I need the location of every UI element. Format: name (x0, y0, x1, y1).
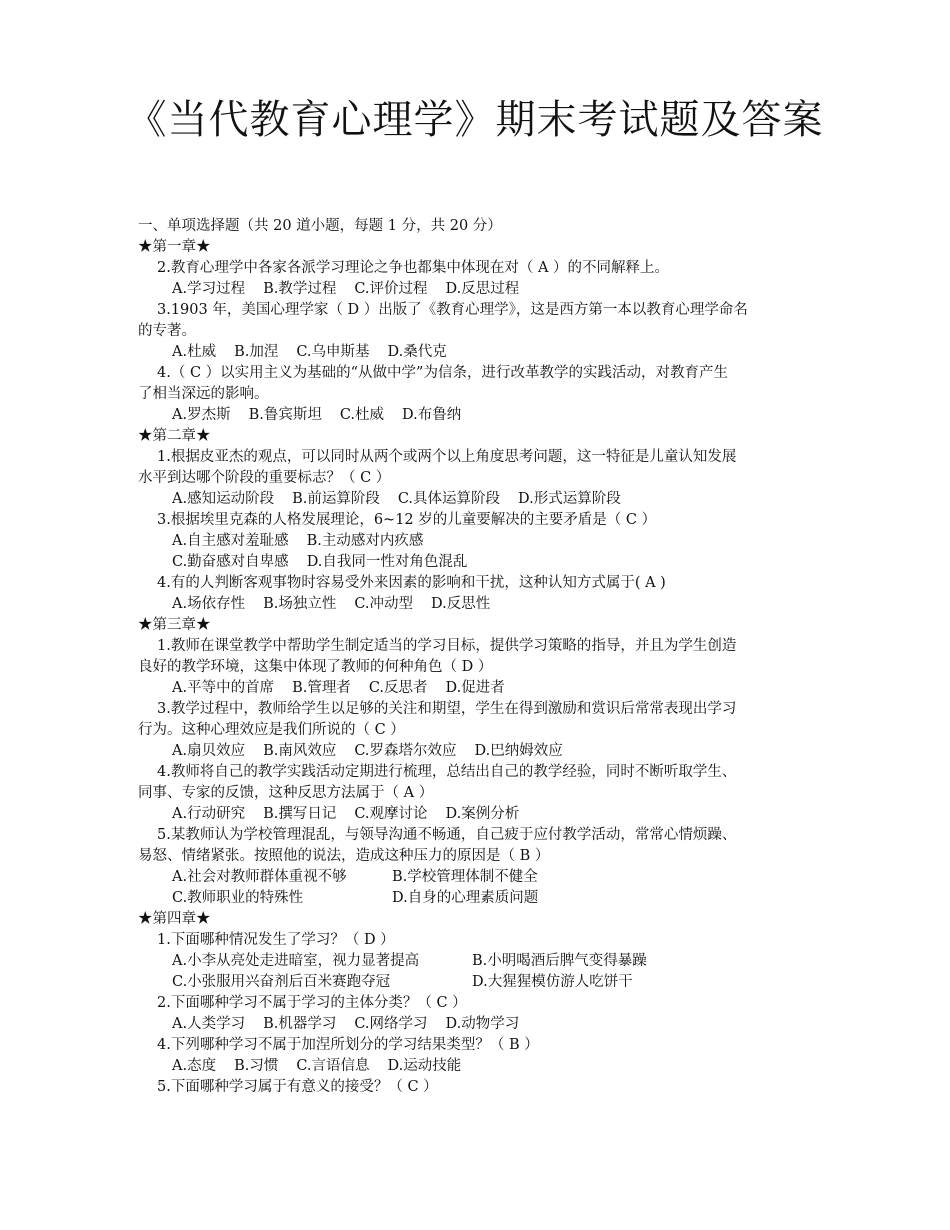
option: D.布鲁纳 (402, 407, 462, 423)
option: C.勤奋感对自卑感 (172, 554, 289, 570)
option: B.撰写日记 (263, 806, 337, 822)
option: A.罗杰斯 (172, 407, 231, 423)
question-text-cont: 行为。这种心理效应是我们所说的（ C ） (138, 722, 405, 738)
option: C.反思者 (368, 680, 428, 696)
question-text-cont: 易怒、情绪紧张。按照他的说法，造成这种压力的原因是（ B ） (138, 848, 550, 864)
options-row (172, 531, 441, 552)
option: D.促进者 (445, 680, 505, 696)
options-row (172, 1056, 479, 1077)
option: C.言语信息 (296, 1058, 370, 1074)
option: B.场独立性 (263, 596, 337, 612)
question-text: 5.某教师认为学校管理混乱，与领导沟通不畅通，自己疲于应付教学活动，常常心情烦躁、 (157, 827, 737, 843)
chapter-heading: ★第二章★ (138, 428, 211, 444)
question-text: 2.教育心理学中各家各派学习理论之争也都集中体现在对（ A ）的不同解释上。 (157, 260, 670, 276)
question-text: 4.教师将自己的教学实践活动定期进行梳理，总结出自己的教学经验，同时不断听取学生、 (157, 764, 737, 780)
options-row (172, 405, 479, 426)
question-text-cont: 良好的教学环境，这集中体现了教师的何种角色（ D ） (138, 659, 493, 675)
option: A.杜威 (172, 344, 217, 360)
options-row (172, 804, 537, 825)
option: B.学校管理体制不健全 (392, 869, 538, 885)
option: C.冲动型 (354, 596, 414, 612)
option: A.平等中的首席 (172, 680, 275, 696)
options-row (172, 678, 523, 699)
options-row (172, 489, 639, 510)
chapter-heading: ★第四章★ (138, 911, 211, 927)
question-text: 1.下面哪种情况发生了学习？（ D ） (157, 932, 395, 948)
option: A.社会对教师群体重视不够 (172, 869, 347, 885)
option: A.感知运动阶段 (172, 491, 275, 507)
option: B.教学过程 (263, 281, 337, 297)
question-text-cont: 的专著。 (138, 323, 196, 339)
option: C.小张服用兴奋剂后百米赛跑夺冠 (172, 974, 391, 990)
question-text: 4.（ C ）以实用主义为基础的“从做中学”为信条，进行改革教学的实践活动，对教育产生 (157, 365, 728, 381)
option: D.反思性 (431, 596, 491, 612)
options-row (172, 342, 465, 363)
page-title: 《当代教育心理学》期末考试题及答案 (126, 97, 824, 143)
option: B.机器学习 (263, 1016, 337, 1032)
options-row (172, 972, 651, 993)
question-text: 5.下面哪种学习属于有意义的接受？（ C ） (157, 1079, 438, 1095)
option: A.小李从亮处走进暗室，视力显著提高 (172, 953, 420, 969)
question-text: 1.根据皮亚杰的观点，可以同时从两个或两个以上角度思考问题，这一特征是儿童认知发展 (157, 449, 737, 465)
question-text: 2.下面哪种学习不属于学习的主体分类？（ C ） (157, 995, 467, 1011)
option: C.罗森塔尔效应 (354, 743, 457, 759)
option: B.加涅 (234, 344, 279, 360)
section-heading: 一、单项选择题（共 20 道小题，每题 1 分，共 20 分） (138, 218, 502, 234)
option: B.前运算阶段 (292, 491, 380, 507)
question-text: 3.1903 年，美国心理学家（ D ）出版了《教育心理学》，这是西方第一本以教育心理学命名 (157, 302, 748, 318)
option: C.具体运算阶段 (397, 491, 501, 507)
option: B.南风效应 (263, 743, 337, 759)
options-row (172, 867, 556, 888)
option: B.管理者 (292, 680, 351, 696)
option: A.场依存性 (172, 596, 246, 612)
option: C.观摩讨论 (354, 806, 428, 822)
option: B.小明喝酒后脾气变得暴躁 (472, 953, 647, 969)
option: D.自身的心理素质问题 (392, 890, 539, 906)
option: A.扇贝效应 (172, 743, 246, 759)
chapter-heading: ★第一章★ (138, 239, 211, 255)
option: D.桑代克 (387, 344, 447, 360)
question-text: 1.教师在课堂教学中帮助学生制定适当的学习目标，提供学习策略的指导，并且为学生创造 (157, 638, 737, 654)
option: B.主动感对内疚感 (306, 533, 424, 549)
chapter-heading: ★第三章★ (138, 617, 211, 633)
option: D.形式运算阶段 (518, 491, 621, 507)
option: D.大猩猩模仿游人吃饼干 (472, 974, 633, 990)
option: D.反思过程 (445, 281, 520, 297)
option: C.教师职业的特殊性 (172, 890, 304, 906)
option: D.巴纳姆效应 (474, 743, 563, 759)
option: A.自主感对羞耻感 (172, 533, 289, 549)
option: A.态度 (172, 1058, 217, 1074)
question-text-cont: 了相当深远的影响。 (138, 386, 269, 402)
question-text: 4.有的人判断客观事物时容易受外来因素的影响和干扰，这种认知方式属于( A ) (157, 575, 666, 591)
option: C.杜威 (339, 407, 385, 423)
option: C.评价过程 (354, 281, 428, 297)
question-text: 4.下列哪种学习不属于加涅所划分的学习结果类型？（ B ） (157, 1037, 539, 1053)
option: C.网络学习 (354, 1016, 428, 1032)
option: B.习惯 (234, 1058, 279, 1074)
options-row (172, 279, 537, 300)
option: A.行动研究 (172, 806, 246, 822)
option: A.人类学习 (172, 1016, 246, 1032)
options-row (172, 741, 581, 762)
question-text-cont: 同事、专家的反馈，这种反思方法属于（ A ） (138, 785, 434, 801)
option: D.自我同一性对角色混乱 (306, 554, 468, 570)
options-row (172, 1014, 537, 1035)
options-row (172, 594, 508, 615)
options-row (172, 888, 556, 909)
question-text: 3.教学过程中，教师给学生以足够的关注和期望，学生在得到激励和赏识后常常表现出学习 (157, 701, 737, 717)
option: A.学习过程 (172, 281, 246, 297)
options-row (172, 552, 485, 573)
option: C.乌申斯基 (296, 344, 370, 360)
option: B.鲁宾斯坦 (248, 407, 322, 423)
option: D.案例分析 (445, 806, 520, 822)
option: D.动物学习 (445, 1016, 520, 1032)
question-text: 3.根据埃里克森的人格发展理论，6~12 岁的儿童要解决的主要矛盾是（ C ） (157, 512, 657, 528)
options-row (172, 951, 665, 972)
option: D.运动技能 (387, 1058, 462, 1074)
question-text-cont: 水平到达哪个阶段的重要标志？（ C ） (138, 470, 391, 486)
